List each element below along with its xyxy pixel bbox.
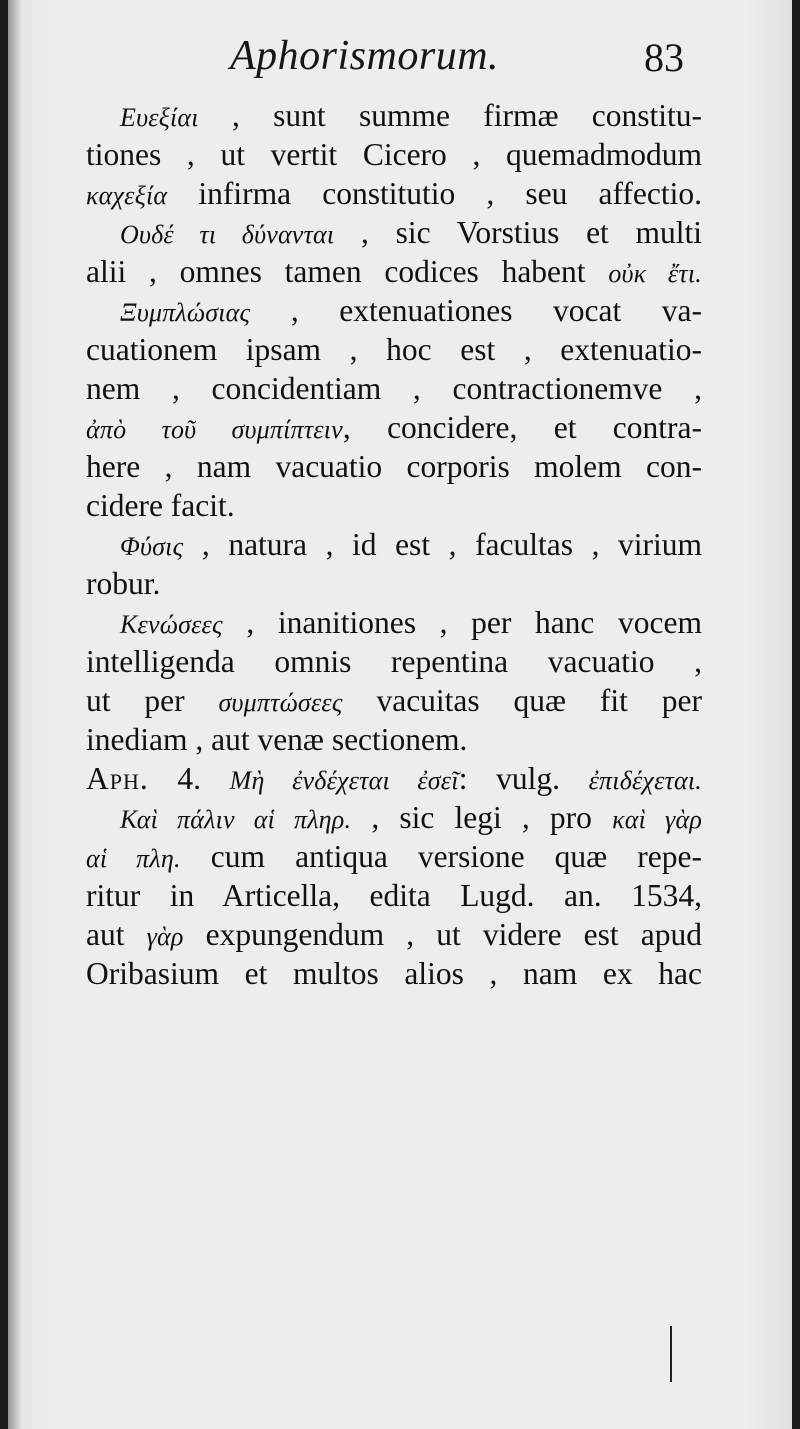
text-line xyxy=(86,759,702,798)
text-line xyxy=(86,954,702,993)
text-run: , extenuationes vocat va- xyxy=(250,293,702,328)
text-run: tiones , ut vertit Cicero , quemadmodum xyxy=(86,137,702,172)
greek-term: Ουδέ τι δύνανται xyxy=(120,220,335,249)
greek-term: ἐπιδέχεται. xyxy=(588,766,702,795)
greek-term: Ευεξίαι xyxy=(120,103,199,132)
text-run: Oribasium et multos alios , nam ex hac xyxy=(86,956,702,991)
text-run: , natura , id est , facultas , virium xyxy=(183,527,702,562)
page-gutter-shadow xyxy=(8,0,22,1429)
text-line xyxy=(86,681,702,720)
greek-term: Μὴ ἐνδέχεται ἐσεῖ xyxy=(229,766,459,795)
text-run: vacuitas quæ fit per xyxy=(342,683,702,718)
page-header xyxy=(8,32,792,92)
greek-term: Ξυμπλώσιας xyxy=(120,298,251,327)
text-line xyxy=(86,915,702,954)
text-run: , inanitiones , per hanc vocem xyxy=(222,605,702,640)
text-run: cum antiqua versione quæ repe- xyxy=(180,839,702,874)
text-line xyxy=(86,174,702,213)
text-run: aut xyxy=(86,917,147,952)
pencil-mark xyxy=(670,1326,672,1382)
text-run: Aph. xyxy=(86,761,149,796)
text-line xyxy=(86,837,702,876)
text-line xyxy=(86,330,702,369)
text-run: ut per xyxy=(86,683,219,718)
text-line xyxy=(86,564,702,603)
text-line xyxy=(86,798,702,837)
text-run: ritur in Articella, edita Lugd. an. 1534, xyxy=(86,878,702,913)
text-run: , sic legi , pro xyxy=(351,800,613,835)
greek-term: αἱ πλη. xyxy=(86,844,181,873)
text-line xyxy=(86,447,702,486)
text-line xyxy=(86,213,702,252)
text-line xyxy=(86,720,702,759)
greek-term: οὐκ ἔτι. xyxy=(608,259,702,288)
text-line xyxy=(86,252,702,291)
text-line xyxy=(86,135,702,174)
text-line xyxy=(86,486,702,525)
body-text xyxy=(86,96,702,993)
text-run: intelligenda omnis repentina vacuatio , xyxy=(86,644,702,679)
greek-term: καχεξία xyxy=(86,181,168,210)
greek-term: συμπτώσεες xyxy=(218,688,343,717)
text-run: infirma constitutio , seu affectio. xyxy=(167,176,702,211)
text-run: : vulg. xyxy=(458,761,589,796)
greek-term: ἀπὸ τοῦ συμπίπτειν xyxy=(86,415,343,444)
text-run: , concidere, et contra- xyxy=(342,410,702,445)
text-run: expungendum , ut videre est apud xyxy=(183,917,702,952)
greek-term: Κενώσεες xyxy=(120,610,223,639)
greek-term: καὶ γὰρ xyxy=(612,805,703,834)
greek-term: Καὶ πάλιν αἱ πληρ. xyxy=(120,805,352,834)
text-run: , sic Vorstius et multi xyxy=(334,215,702,250)
text-line xyxy=(86,369,702,408)
text-run: inediam , aut venæ sectionem. xyxy=(86,722,468,757)
text-run: cidere facit. xyxy=(86,488,235,523)
text-line xyxy=(86,642,702,681)
text-line xyxy=(86,291,702,330)
text-line xyxy=(86,603,702,642)
greek-term: γὰρ xyxy=(146,922,184,951)
book-page xyxy=(8,0,792,1429)
text-line xyxy=(86,525,702,564)
text-line xyxy=(86,876,702,915)
text-run: alii , omnes tamen codices habent xyxy=(86,254,609,289)
running-title: Aphorismorum. xyxy=(230,33,500,79)
page-number: 83 xyxy=(644,35,684,80)
text-run: robur. xyxy=(86,566,161,601)
text-line xyxy=(86,408,702,447)
text-run: 4. xyxy=(148,761,230,796)
greek-term: Φύσις xyxy=(120,532,184,561)
text-run: cuationem ipsam , hoc est , extenuatio- xyxy=(86,332,702,367)
text-run: , sunt summe firmæ constitu- xyxy=(198,98,702,133)
text-run: here , nam vacuatio corporis molem con- xyxy=(86,449,702,484)
text-run: nem , concidentiam , contractionemve , xyxy=(86,371,702,406)
text-line xyxy=(86,96,702,135)
